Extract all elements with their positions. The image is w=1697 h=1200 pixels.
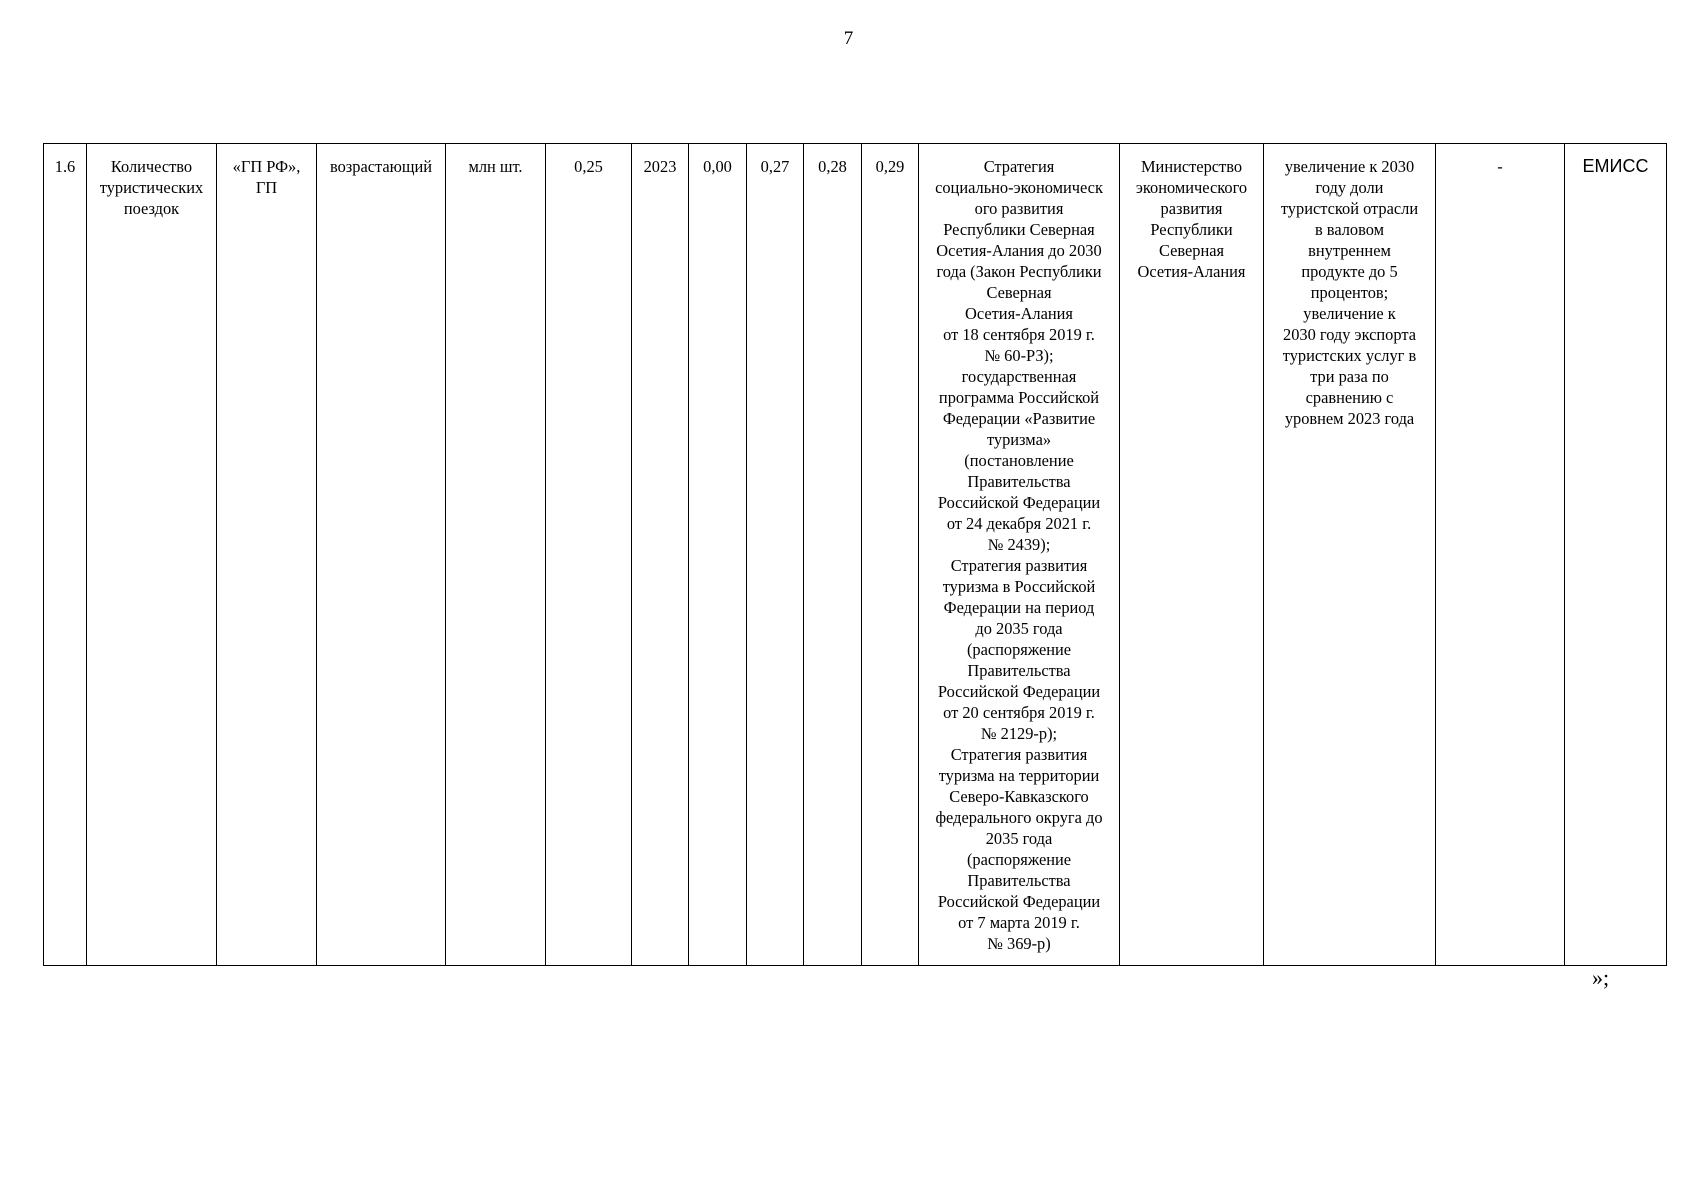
indicator-table bbox=[43, 143, 1667, 966]
cell-link: - bbox=[1436, 144, 1565, 966]
cell-line: до 2035 года bbox=[975, 619, 1063, 638]
cell-line: Правительства bbox=[967, 661, 1071, 680]
cell-base-value: 0,25 bbox=[546, 144, 632, 966]
cell-line: Осетия-Алания до 2030 bbox=[936, 241, 1102, 260]
cell-line: Министерство bbox=[1140, 157, 1243, 176]
cell-line: Стратегия развития bbox=[950, 745, 1088, 764]
cell-line: Российской Федерации bbox=[937, 892, 1101, 911]
cell-value-2: 0,27 bbox=[747, 144, 804, 966]
cell-line: федерального округа до bbox=[935, 808, 1103, 827]
cell-line: Количество bbox=[110, 157, 193, 176]
cell-line: уровнем 2023 года bbox=[1284, 409, 1415, 428]
cell-line: (распоряжение bbox=[966, 640, 1072, 659]
cell-line: Республики bbox=[1150, 220, 1233, 239]
cell-trend: возрастающий bbox=[317, 144, 446, 966]
cell-line: три раза по bbox=[1310, 367, 1389, 386]
cell-line: Осетия-Алания bbox=[1137, 262, 1246, 281]
cell-line: внутреннем bbox=[1308, 241, 1391, 260]
cell-line: государственная bbox=[961, 367, 1077, 386]
cell-line: № 60-РЗ); bbox=[984, 346, 1054, 365]
cell-line: в валовом bbox=[1314, 220, 1385, 239]
cell-line: сравнению с bbox=[1305, 388, 1394, 407]
cell-line: увеличение к 2030 bbox=[1284, 157, 1415, 176]
cell-line: туристических bbox=[99, 178, 204, 197]
cell-line: туризма» bbox=[986, 430, 1052, 449]
cell-value-4: 0,29 bbox=[862, 144, 919, 966]
cell-line: Правительства bbox=[967, 871, 1071, 890]
cell-goal bbox=[1264, 144, 1436, 966]
cell-line: Российской Федерации bbox=[937, 682, 1101, 701]
cell-line: (постановление bbox=[964, 451, 1074, 470]
cell-line: туризма на территории bbox=[938, 766, 1100, 785]
cell-line: развития bbox=[1160, 199, 1223, 218]
cell-line: Правительства bbox=[967, 472, 1071, 491]
cell-line: Российской Федерации bbox=[937, 493, 1101, 512]
cell-number: 1.6 bbox=[44, 144, 87, 966]
cell-line: Стратегия bbox=[983, 157, 1055, 176]
cell-line: Стратегия развития bbox=[950, 556, 1088, 575]
cell-line: (распоряжение bbox=[966, 850, 1072, 869]
cell-line: продукте до 5 bbox=[1301, 262, 1398, 281]
page-number: 7 bbox=[843, 28, 854, 49]
cell-line: ГП bbox=[255, 178, 278, 197]
cell-value-1: 0,00 bbox=[689, 144, 747, 966]
cell-responsible bbox=[1120, 144, 1264, 966]
cell-line: Северная bbox=[1158, 241, 1225, 260]
cell-line: от 24 декабря 2021 г. bbox=[946, 514, 1092, 533]
cell-line: программа Российской bbox=[938, 388, 1100, 407]
cell-line: туристской отрасли bbox=[1280, 199, 1419, 218]
table-row bbox=[44, 144, 1667, 966]
cell-level bbox=[217, 144, 317, 966]
cell-line: от 18 сентября 2019 г. bbox=[943, 325, 1095, 344]
cell-line: социально-экономическ bbox=[935, 178, 1103, 197]
cell-line: «ГП РФ», bbox=[232, 157, 301, 176]
cell-indicator-name bbox=[87, 144, 217, 966]
cell-value-3: 0,28 bbox=[804, 144, 862, 966]
cell-line: № 2129-р); bbox=[980, 724, 1058, 743]
cell-line: туризма в Российской bbox=[942, 577, 1096, 596]
cell-line: экономического bbox=[1135, 178, 1248, 197]
cell-line: году доли bbox=[1315, 178, 1384, 197]
cell-line: от 7 марта 2019 г. bbox=[958, 913, 1080, 932]
cell-line: поездок bbox=[123, 199, 180, 218]
cell-line: № 2439); bbox=[987, 535, 1051, 554]
cell-line: увеличение к bbox=[1303, 304, 1396, 323]
cell-documents bbox=[919, 144, 1120, 966]
cell-line: года (Закон Республики bbox=[936, 262, 1102, 281]
cell-line: ого развития bbox=[974, 199, 1064, 218]
cell-base-year: 2023 bbox=[632, 144, 689, 966]
cell-line: от 20 сентября 2019 г. bbox=[943, 703, 1095, 722]
cell-line: Северная bbox=[986, 283, 1052, 302]
cell-line: Осетия-Алания bbox=[965, 304, 1073, 323]
cell-line: Федерации на период bbox=[943, 598, 1095, 617]
cell-line: Северо-Кавказского bbox=[949, 787, 1089, 806]
cell-line: туристских услуг в bbox=[1282, 346, 1417, 365]
cell-line: 2030 году экспорта bbox=[1283, 325, 1416, 344]
cell-line: процентов; bbox=[1310, 283, 1389, 302]
closing-quote: »; bbox=[1592, 965, 1610, 990]
cell-unit: млн шт. bbox=[446, 144, 546, 966]
cell-line: Федерации «Развитие bbox=[942, 409, 1096, 428]
cell-source: ЕМИСС bbox=[1565, 144, 1667, 966]
cell-line: Республики Северная bbox=[943, 220, 1095, 239]
cell-line: № 369-р) bbox=[987, 934, 1051, 953]
cell-line: 2035 года bbox=[985, 829, 1053, 848]
